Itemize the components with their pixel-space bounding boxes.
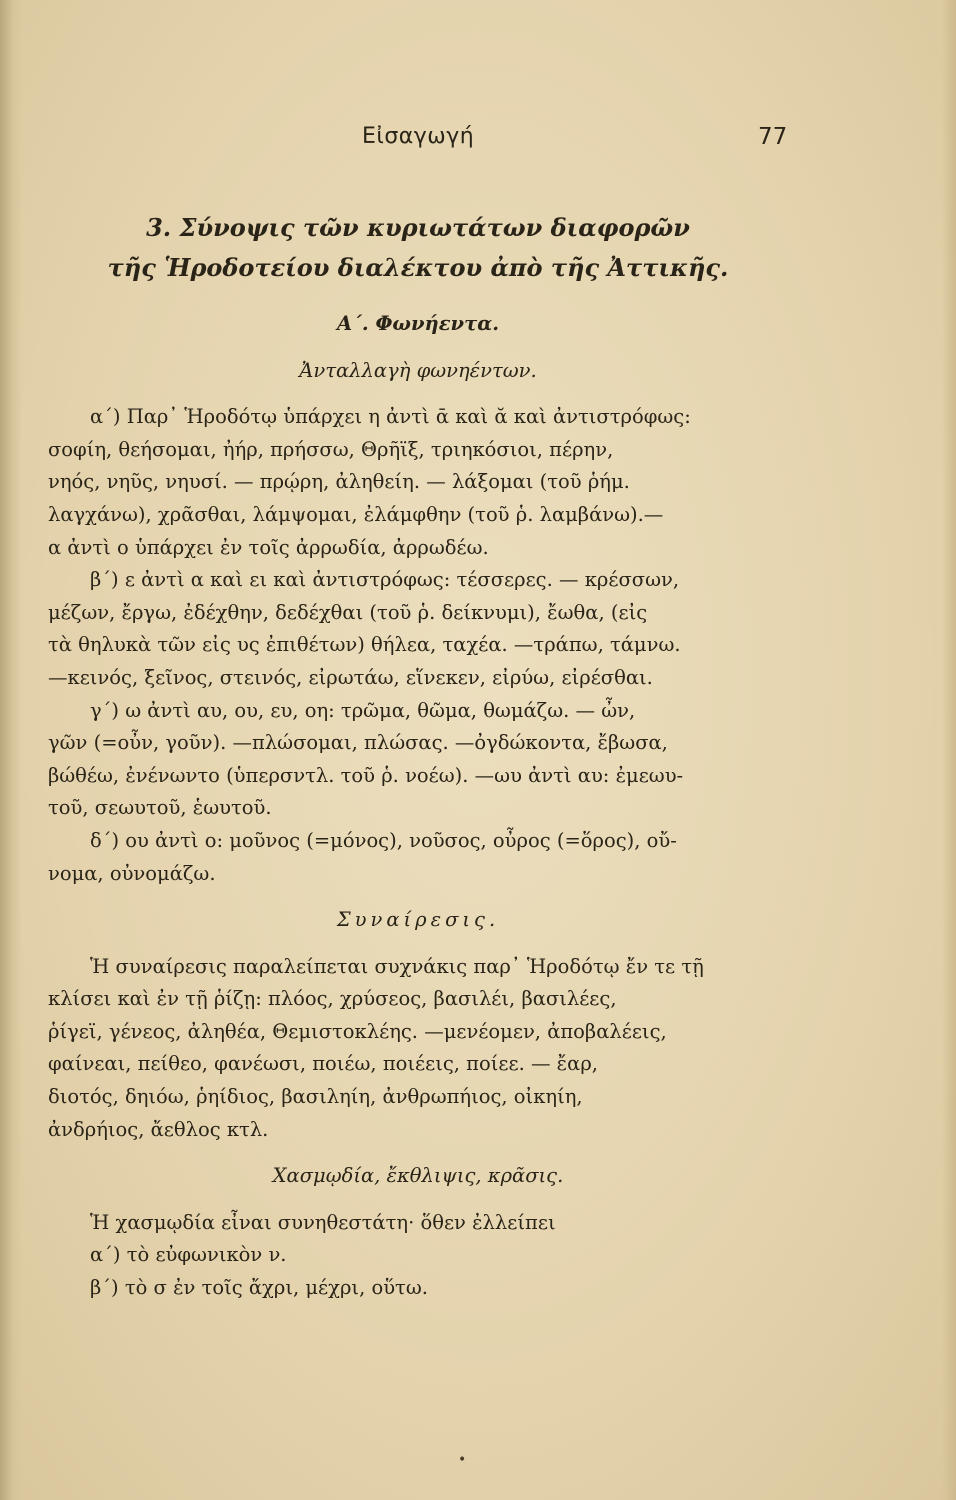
paragraph-delta — [48, 825, 788, 890]
spacer — [48, 387, 788, 401]
section-heading-vowels: Α΄. Φωνήεντα. — [336, 312, 500, 335]
paragraph-hiatus — [48, 1207, 788, 1305]
text-line: γ΄) ω ἀντὶ αυ, ου, ευ, οη: τρῶμα, θῶμα, θωμάζω. — ὦν, — [90, 698, 636, 722]
page-edge-shadow-right — [942, 0, 956, 1500]
text-line: μέζων, ἔργω, ἐδέχθην, δεδέχθαι (τοῦ ῥ. δείκνυμι), ἔωθα, (εἰς — [48, 600, 648, 624]
section-heading-vowel-exchange: Ἀνταλλαγὴ φωνηέντων. — [299, 358, 537, 382]
section-heading-synaeresis: Συναίρεσις. — [336, 908, 500, 932]
ornament-dot: • — [458, 1452, 467, 1468]
spacer — [48, 890, 788, 904]
text-line: τὰ θηλυκὰ τῶν εἰς υς ἐπιθέτων) θήλεα, ταχέα. —τράπω, τάμνω. — [48, 633, 681, 657]
text-line: β΄) τὸ σ ἐν τοῖς ἄχρι, μέχρι, οὕτω. — [90, 1276, 428, 1300]
text-line: δ΄) ου ἀντὶ ο: μοῦνος (=μόνος), νοῦσος, οὖρος (=ὅρος), οὔ- — [90, 828, 677, 852]
spacer — [48, 288, 788, 308]
section-heading-hiatus: Χασμῳδία, ἔκθλιψις, κρᾶσις. — [272, 1164, 564, 1188]
page-body — [48, 208, 788, 1305]
text-line: γῶν (=οὖν, γοῦν). —πλώσομαι, πλώσας. —ὀγδώκοντα, ἔβωσα, — [48, 731, 668, 755]
text-line: α ἀντὶ ο ὑπάρχει ἐν τοῖς ἀρρωδία, ἀρρωδέω. — [48, 535, 489, 559]
text-line: τοῦ, σεωυτοῦ, ἑωυτοῦ. — [48, 796, 272, 820]
spacer — [48, 937, 788, 951]
running-title: Εἰσαγωγή — [362, 124, 475, 149]
spacer — [48, 341, 788, 355]
page-number: 77 — [758, 124, 788, 150]
paragraph-alpha — [48, 401, 788, 564]
text-line: φαίνεαι, πείθεο, φανέωσι, ποιέω, ποιέεις, ποίεε. — ἔαρ, — [48, 1052, 598, 1076]
chapter-title-line-2: τῆς Ἡροδοτείου διαλέκτου ἀπὸ τῆς Ἀττικῆς. — [107, 253, 729, 282]
paragraph-beta — [48, 564, 788, 694]
text-line: ῥίγεϊ, γένεος, ἀληθέα, Θεμιστοκλέης. —μενέομεν, ἀποβαλέεις, — [48, 1019, 667, 1043]
text-line: Ἡ χασμῳδία εἶναι συνηθεστάτη· ὅθεν ἐλλείπει — [90, 1210, 556, 1234]
text-line: —κεινός, ξεῖνος, στεινός, εἰρωτάω, εἵνεκεν, εἰρύω, εἰρέσθαι. — [48, 665, 653, 689]
page-edge-shadow-left — [0, 0, 22, 1500]
chapter-title-line-1: 3. Σύνοψις τῶν κυριωτάτων διαφορῶν — [146, 213, 690, 242]
text-line: νηός, νηῦς, νηυσί. — πρῴρη, ἀληθείη. — λάξομαι (τοῦ ῥήμ. — [48, 470, 630, 494]
text-line: λαγχάνω), χρᾶσθαι, λάμψομαι, ἐλάμφθην (τοῦ ῥ. λαμβάνω).— — [48, 502, 664, 526]
spacer — [48, 1146, 788, 1160]
text-line: ἀνδρήιος, ἄεθλος κτλ. — [48, 1117, 269, 1141]
paragraph-synaeresis — [48, 951, 788, 1147]
page-header — [0, 124, 956, 158]
spacer — [48, 1193, 788, 1207]
text-line: α΄) Παρ᾽ Ἡροδότῳ ὑπάρχει η ἀντὶ ᾱ καὶ ᾰ καὶ ἀντιστρόφως: — [90, 405, 691, 429]
text-line: Ἡ συναίρεσις παραλείπεται συχνάκις παρ᾽ Ἡροδότῳ ἔν τε τῇ — [90, 954, 704, 978]
text-line: διοτός, δηιόω, ῥηίδιος, βασιληίη, ἀνθρωπήιος, οἰκηίη, — [48, 1085, 583, 1109]
text-line: κλίσει καὶ ἐν τῇ ῥίζῃ: πλόος, χρύσεος, βασιλέι, βασιλέες, — [48, 987, 617, 1011]
text-line: νομα, οὐνομάζω. — [48, 861, 216, 885]
text-line: βώθέω, ἐνένωντο (ὑπερσντλ. τοῦ ῥ. νοέω). —ωυ ἀντὶ αυ: ἐμεωυ- — [48, 763, 684, 787]
text-line: β΄) ε ἀντὶ α καὶ ει καὶ ἀντιστρόφως: τέσσερες. — κρέσσων, — [90, 568, 680, 592]
text-line: α΄) τὸ εὐφωνικὸν ν. — [90, 1243, 287, 1267]
text-line: σοφίη, θεήσομαι, ἠήρ, πρήσσω, Θρῆϊξ, τριηκόσιοι, πέρην, — [48, 437, 614, 461]
paragraph-gamma — [48, 695, 788, 825]
